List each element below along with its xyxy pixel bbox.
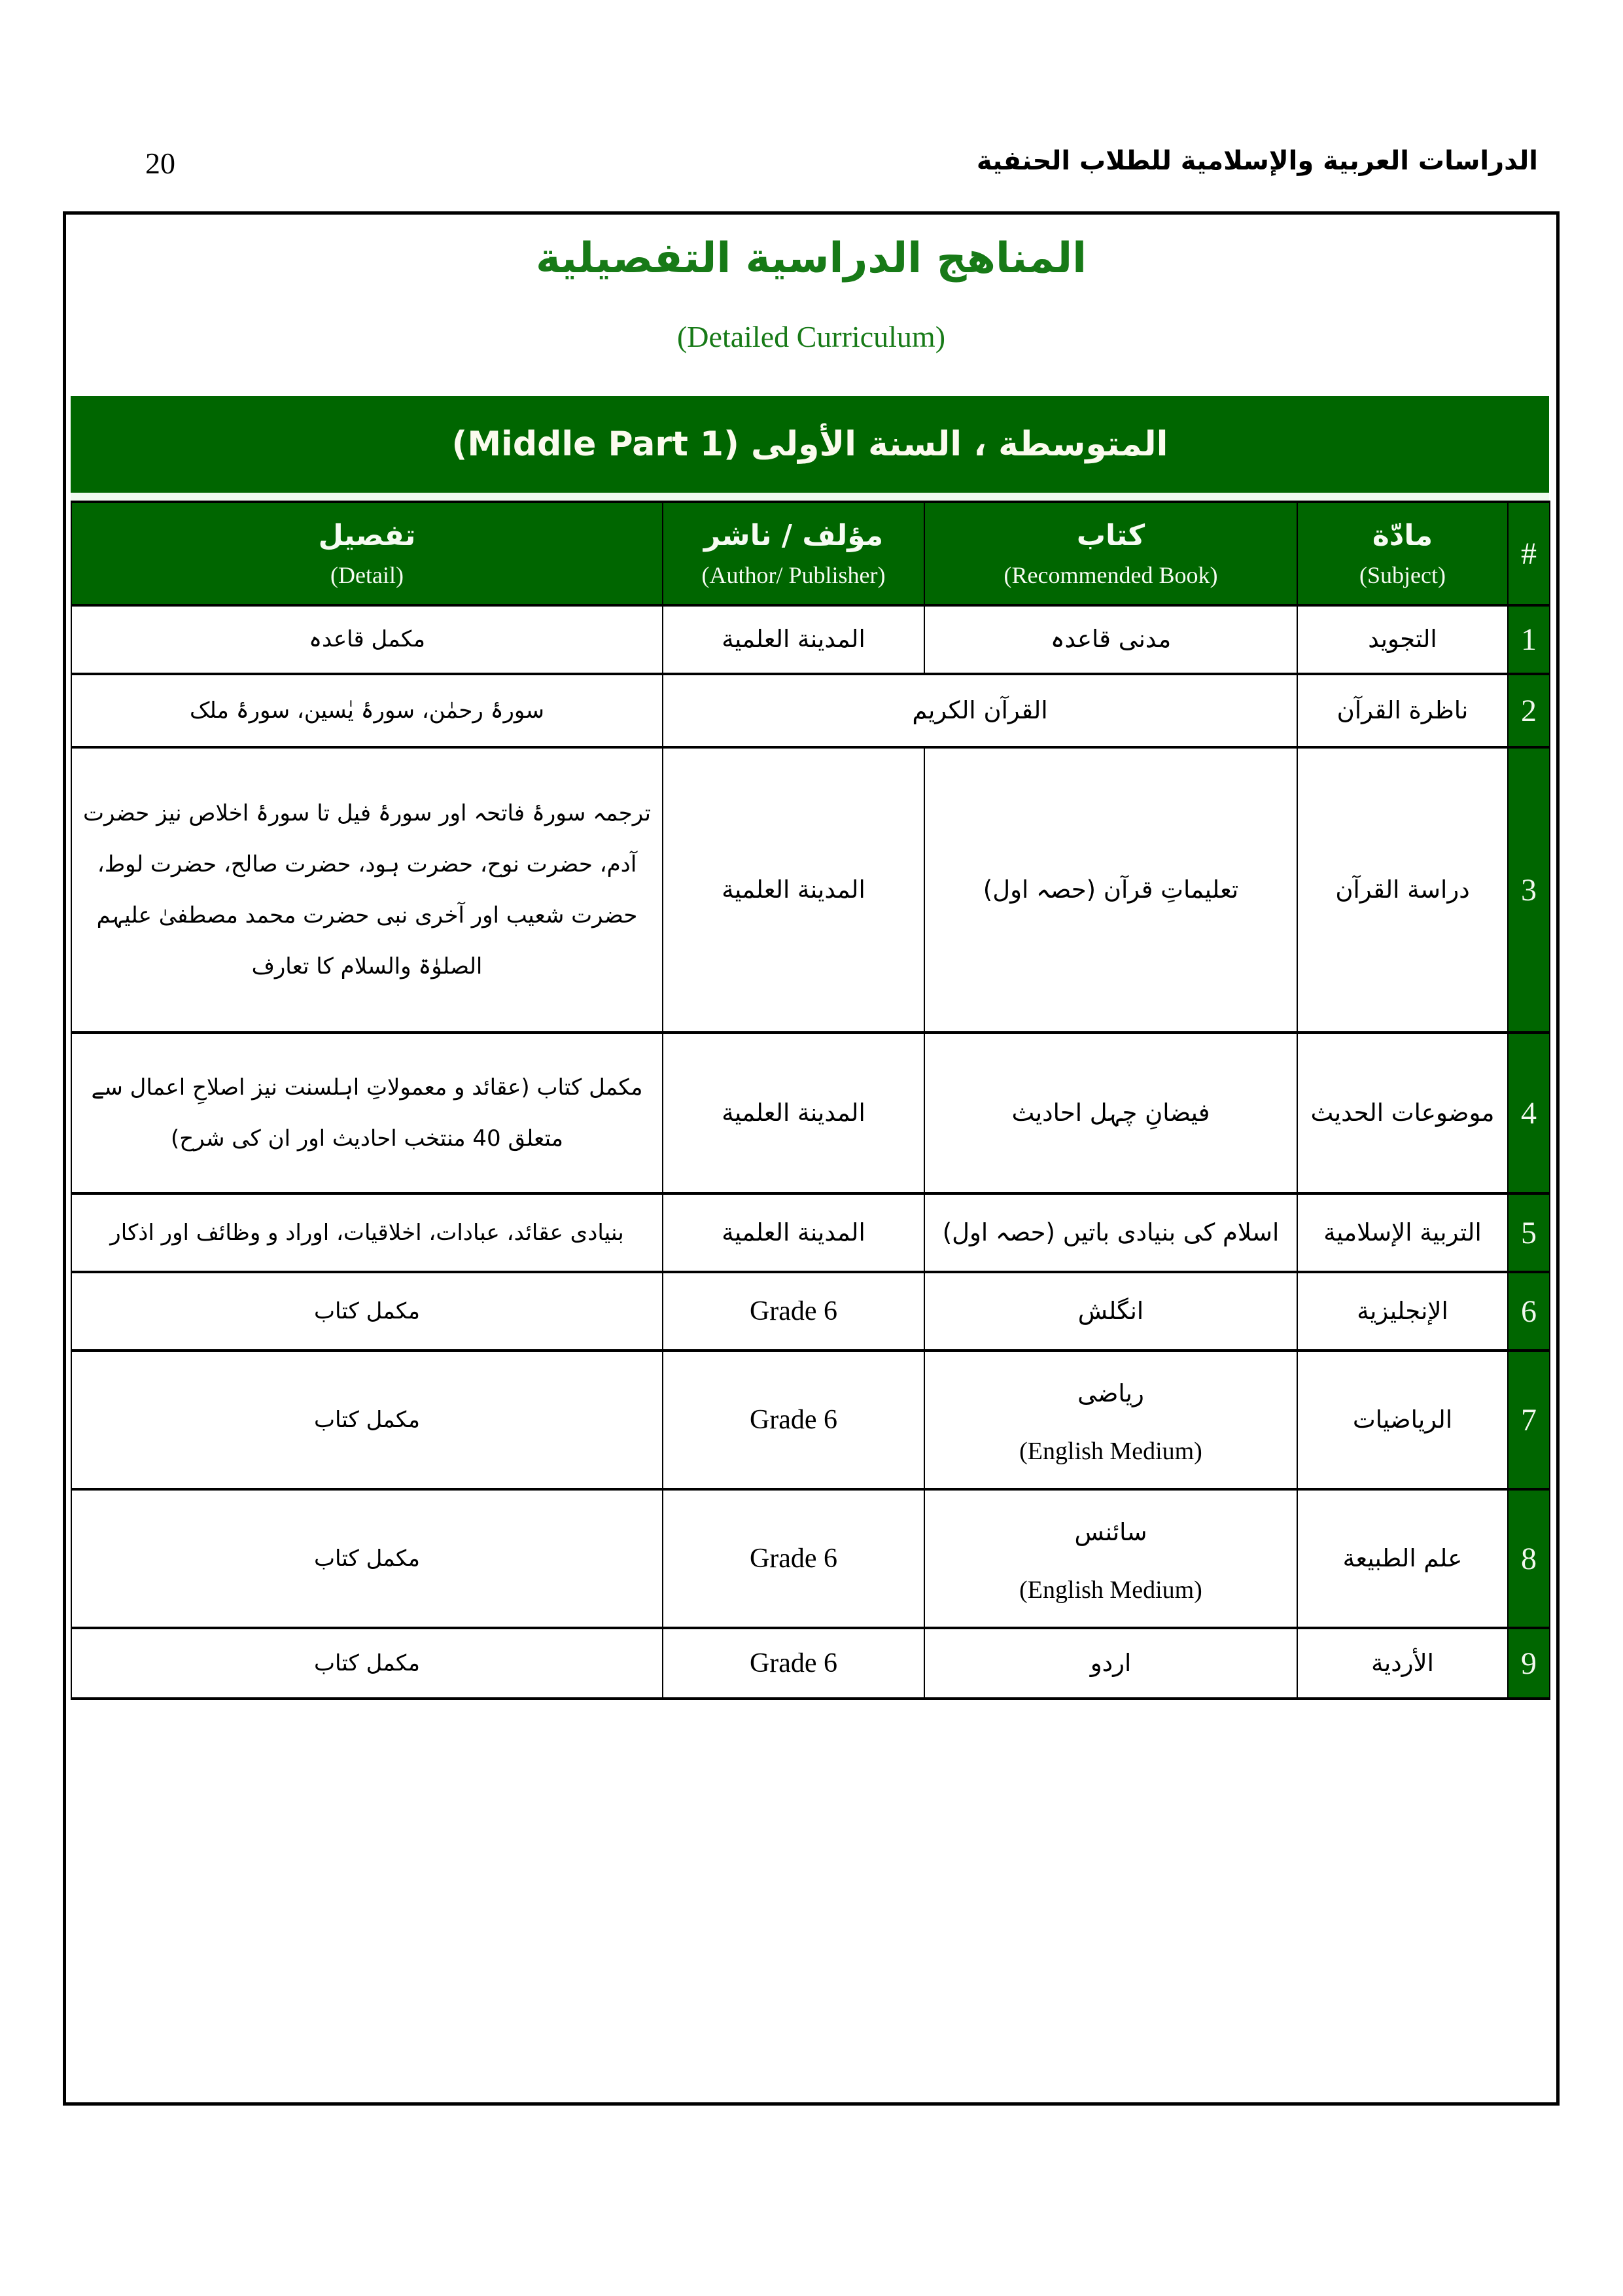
curriculum-box xyxy=(63,211,1560,2106)
cell-detail: مکمل کتاب xyxy=(71,1351,663,1489)
table-row xyxy=(71,1628,1550,1699)
header-subject xyxy=(1297,502,1508,605)
cell-subject: التربية الإسلامية xyxy=(1297,1193,1508,1272)
header-subject-arabic: مادّة xyxy=(1372,519,1433,552)
cell-detail: مکمل کتاب xyxy=(71,1628,663,1699)
section-banner-text: المتوسطة ، السنة الأولى (Middle Part 1) xyxy=(451,425,1168,464)
header-author-publisher xyxy=(663,502,924,605)
table-row xyxy=(71,1193,1550,1272)
cell-detail: سورۂ رحمٰن، سورۂ یٰسین، سورۂ ملک xyxy=(71,674,663,747)
cell-detail: مکمل کتاب xyxy=(71,1272,663,1351)
section-banner xyxy=(71,396,1549,493)
cell-subject: موضوعات الحديث xyxy=(1297,1033,1508,1193)
cell-subject: علم الطبيعة xyxy=(1297,1489,1508,1628)
cell-number: 2 xyxy=(1508,674,1550,747)
cell-subject: الرياضيات xyxy=(1297,1351,1508,1489)
cell-detail: مکمل کتاب (عقائد و معمولاتِ اہلسنت نیز اصلاحِ اعمال سے متعلق 40 منتخب احادیث اور ان کی شرح) xyxy=(71,1033,663,1193)
table-row xyxy=(71,747,1550,1033)
box-title-arabic: المناهج الدراسية التفصيلية xyxy=(535,234,1087,283)
cell-book: اردو xyxy=(924,1628,1297,1699)
header-book-arabic: كتاب xyxy=(1076,519,1145,552)
cell-publisher: Grade 6 xyxy=(663,1489,924,1628)
cell-book: انگلش xyxy=(924,1272,1297,1351)
header-number xyxy=(1508,502,1550,605)
cell-publisher: المدينة العلمية xyxy=(663,1193,924,1272)
table-row xyxy=(71,674,1550,747)
cell-detail: مکمل قاعدہ xyxy=(71,605,663,674)
cell-book xyxy=(924,1351,1297,1489)
header-book-english: (Recommended Book) xyxy=(1003,562,1218,588)
cell-subject: ناظرة القرآن xyxy=(1297,674,1508,747)
cell-publisher: Grade 6 xyxy=(663,1272,924,1351)
cell-book: فیضانِ چہل احادیث xyxy=(924,1033,1297,1193)
cell-number: 8 xyxy=(1508,1489,1550,1628)
cell-number: 5 xyxy=(1508,1193,1550,1272)
cell-publisher: المدينة العلمية xyxy=(663,1033,924,1193)
cell-book xyxy=(924,1489,1297,1628)
cell-subject: التجويد xyxy=(1297,605,1508,674)
cell-publisher: المدينة العلمية xyxy=(663,747,924,1033)
cell-publisher: Grade 6 xyxy=(663,1628,924,1699)
header-subject-english: (Subject) xyxy=(1359,562,1446,588)
cell-book: مدنی قاعدہ xyxy=(924,605,1297,674)
cell-book-merged: القرآن الكريم xyxy=(663,674,1297,747)
header-author-english: (Author/ Publisher) xyxy=(701,562,886,588)
cell-subject: الإنجليزية xyxy=(1297,1272,1508,1351)
table-row xyxy=(71,1351,1550,1489)
cell-book-title: سائنس xyxy=(1074,1518,1147,1547)
table-row xyxy=(71,1033,1550,1193)
header-number-label: # xyxy=(1521,536,1537,571)
cell-book: تعلیماتِ قرآن (حصہ اول) xyxy=(924,747,1297,1033)
cell-subject: دراسة القرآن xyxy=(1297,747,1508,1033)
curriculum-table xyxy=(71,501,1550,1700)
box-title-english: (Detailed Curriculum) xyxy=(676,320,946,353)
header-detail-arabic: تفصيل xyxy=(318,519,416,552)
page-header xyxy=(145,145,1538,198)
cell-book-title: ریاضی xyxy=(1077,1379,1144,1408)
cell-number: 7 xyxy=(1508,1351,1550,1489)
cell-subject: الأردية xyxy=(1297,1628,1508,1699)
cell-number: 6 xyxy=(1508,1272,1550,1351)
cell-detail: مکمل کتاب xyxy=(71,1489,663,1628)
table-row xyxy=(71,1489,1550,1628)
cell-number: 9 xyxy=(1508,1628,1550,1699)
header-author-arabic: مؤلف / ناشر xyxy=(703,519,884,552)
cell-book-medium: (English Medium) xyxy=(1019,1437,1202,1465)
cell-book: اسلام کی بنیادی باتیں (حصہ اول) xyxy=(924,1193,1297,1272)
cell-number: 1 xyxy=(1508,605,1550,674)
cell-detail: بنیادی عقائد، عبادات، اخلاقیات، اوراد و وظائف اور اذکار xyxy=(71,1193,663,1272)
cell-publisher: المدينة العلمية xyxy=(663,605,924,674)
header-book xyxy=(924,502,1297,605)
cell-number: 3 xyxy=(1508,747,1550,1033)
cell-book-medium: (English Medium) xyxy=(1019,1576,1202,1604)
table-header-row xyxy=(71,502,1550,605)
document-header-title: الدراسات العربية والإسلامية للطلاب الحنفية xyxy=(976,146,1538,176)
cell-publisher: Grade 6 xyxy=(663,1351,924,1489)
cell-detail: ترجمہ سورۂ فاتحہ اور سورۂ فیل تا سورۂ اخلاص نیز حضرت آدم، حضرت نوح، حضرت ہود، حضرت صالح، حضرت لوط، حضرت شعیب اور آخری نبی حضرت محمد مصطفیٰ علیہم الصلوٰۃ والسلام کا تعارف xyxy=(71,747,663,1033)
cell-number: 4 xyxy=(1508,1033,1550,1193)
page-number: 20 xyxy=(145,147,175,180)
header-detail xyxy=(71,502,663,605)
banner-table-gap-strip xyxy=(71,493,1549,501)
table-row xyxy=(71,605,1550,674)
table-row xyxy=(71,1272,1550,1351)
header-detail-english: (Detail) xyxy=(330,562,404,588)
